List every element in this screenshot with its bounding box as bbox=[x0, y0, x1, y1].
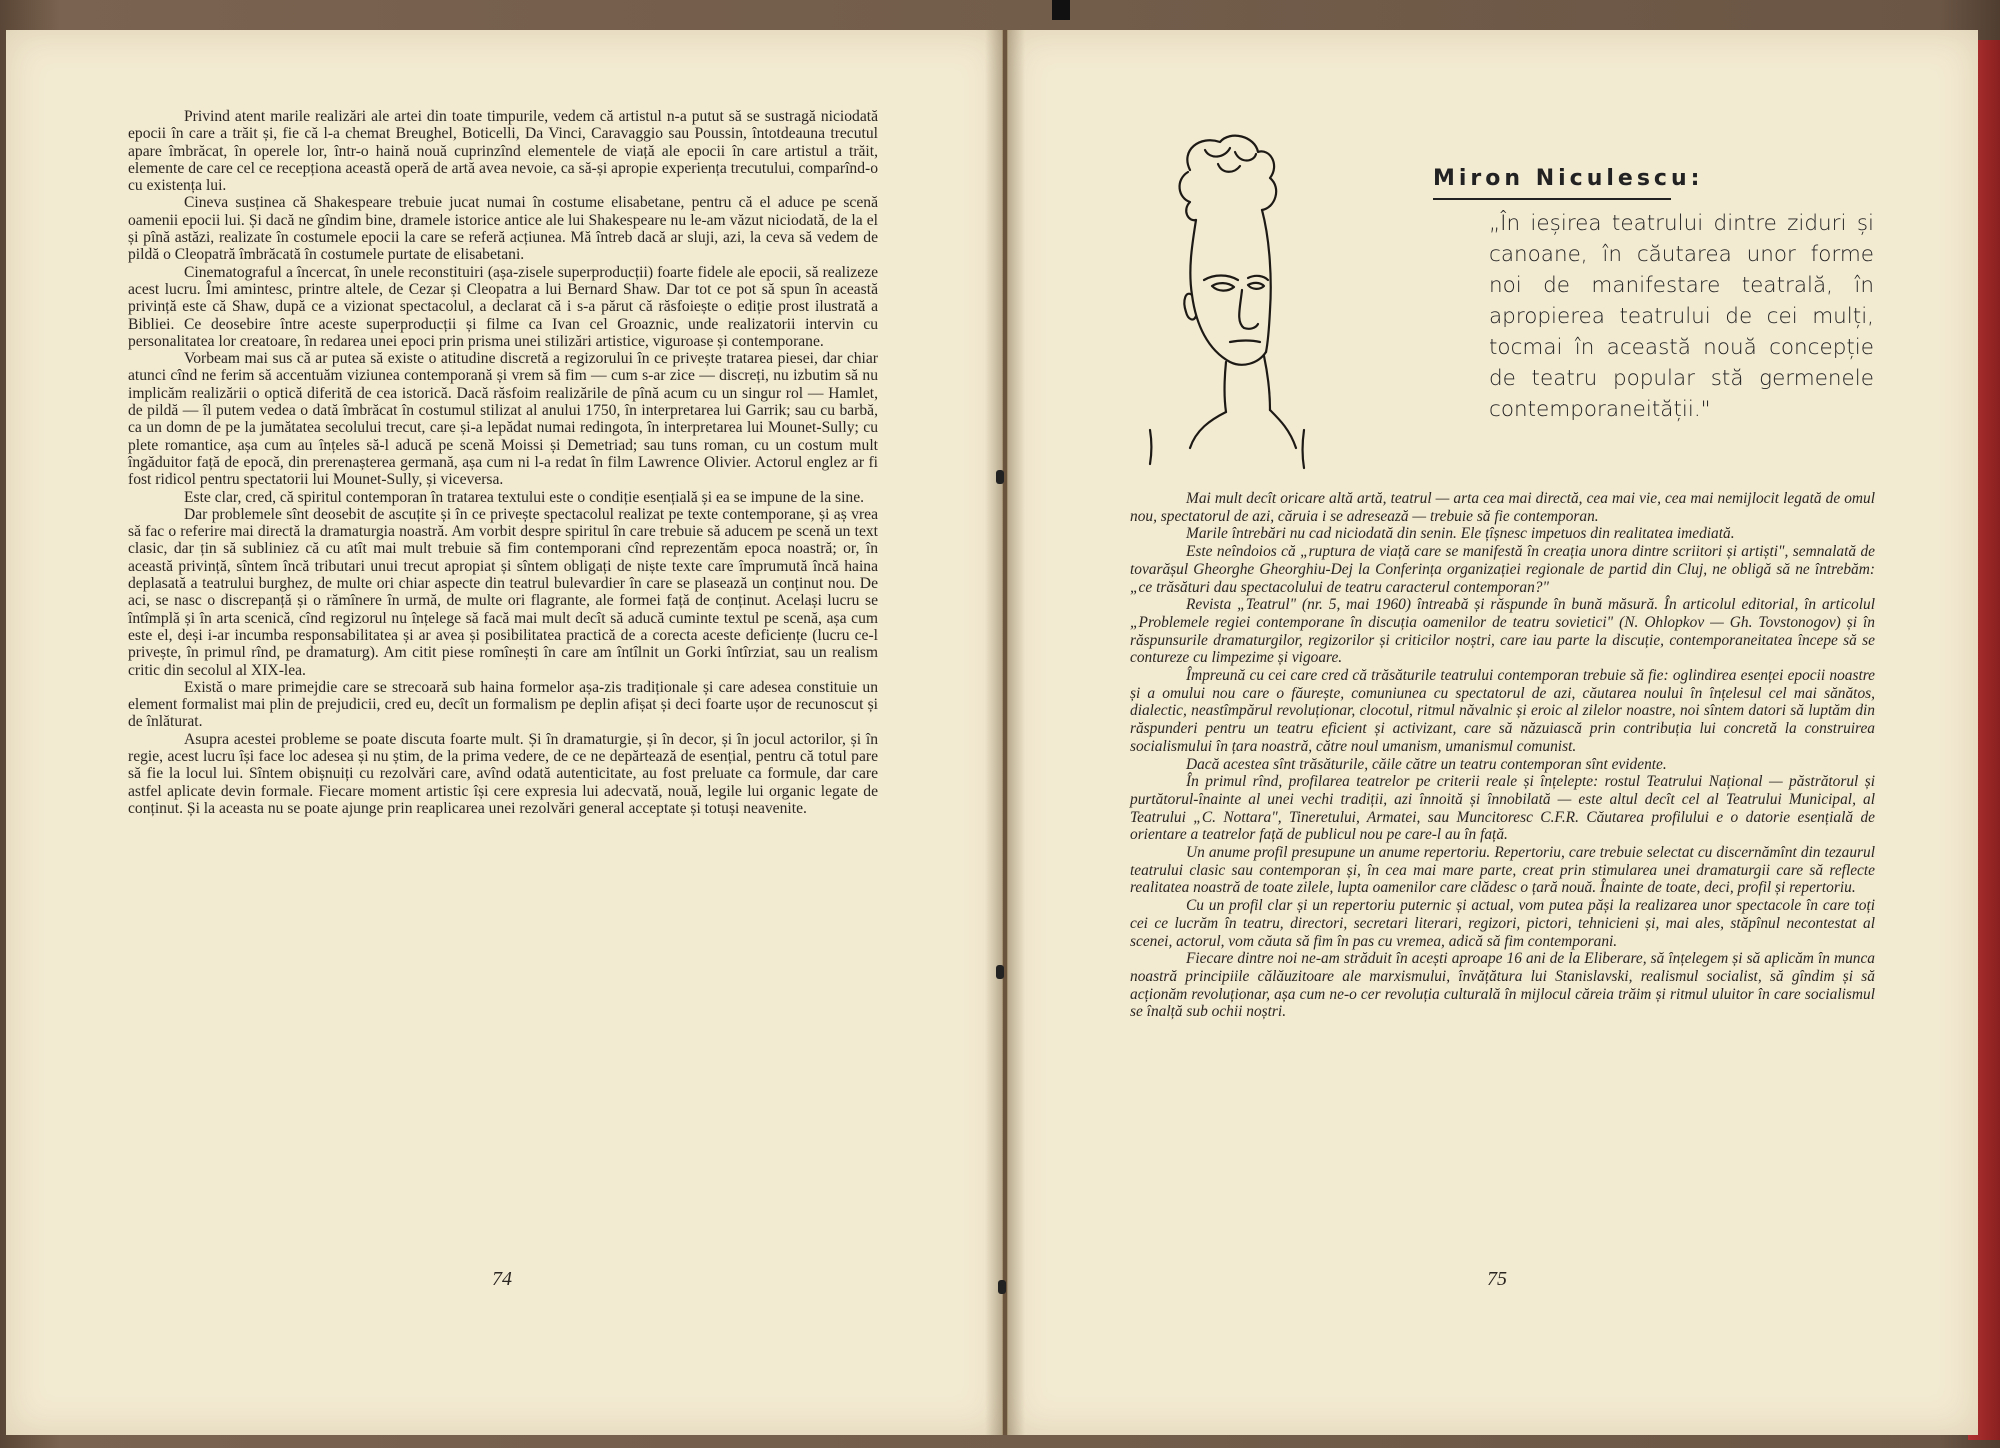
paragraph: Asupra acestei probleme se poate discuta foarte mult. Și în dramaturgie, și în decor, și în jocul actorilor, și în regie, acest lucru își face loc adesea și nu știm, de la prima vedere, de ce ne depărtează de esențial, pentru că totul pare să fie la locul lui. Sîntem obișnuiți cu rezolvări care, avînd odată autenticitate, au fost preluate ca formule, dar care astfel aplicate devin formale. Fiecare moment artistic își cere expresia lui adecvată, nouă, legile lui organic legate de conținut. Și la aceasta nu se poate ajunge prin reaplicarea unei rezolvări general acceptate și totuși neavenite. bbox=[128, 730, 878, 817]
paragraph: Vorbeam mai sus că ar putea să existe o atitudine discretă a regizorului în ce privește tratarea piesei, dar chiar atunci cînd ne ferim să accentuăm viziunea contemporană și vrem să fim — cum s-ar zice — discreți, nu izbutim să nu implicăm realizării o optică diferită de cea istorică. Dacă răsfoim realizările de pînă acum cu un singur rol — Hamlet, de pildă — îl putem vedea o dată îmbrăcat în costumul stilizat al anului 1750, în interpretarea lui Garrik; sau cu barbă, ca un domn de pe la jumătatea secolului trecut, care și-a lepădat numai redingota, în interpretarea lui Mounet-Sully; cu plete romantice, așa cum au înțeles să-l aducă pe scenă Moissi și Demetriad; sau tuns roman, cu un costum mult îngăduitor față de epocă, din prerenașterea germană, așa cum ni l-a redat în film Lawrence Olivier. Actorul englez ar fi fost ridicol pentru spectatorii lui Mounet-Sully, și viceversa. bbox=[128, 350, 878, 489]
author-underline bbox=[1433, 198, 1671, 200]
paragraph: Este clar, cred, că spiritul contemporan în tratarea textului este o condiție esențială și ea se impune de la sine. bbox=[184, 488, 865, 506]
paragraph: Revista „Teatrul" (nr. 5, mai 1960) întreabă și răspunde în bună măsură. În articolul editorial, în articolul „Problemele regiei contemporane în discuția oamenilor de teatru sovietici" (N. Ohlopkov — Gh. Tovstonogov) și în răspunsurile dramaturgilor, regizorilor și criticilor noștri, care iau parte la discuție, contemporaneitatea începe să se contureze cu limpezime și vigoare. bbox=[1130, 596, 1875, 667]
paragraph: Dar problemele sînt deosebit de ascuțite și în ce privește spectacolul realizat pe texte contemporane, și aș vrea să fac o referire mai directă la dramaturgia noastră. Am vorbit despre spiritul în care trebuie să aducem pe scenă un text clasic, dar țin să subliniez că cu atît mai mult trebuie să fim contemporani cînd reprezentăm epoca noastră; or, în această privință, sîntem încă tributari unui trecut apropiat și sîntem obligați de niște texte care împrumută încă haina deplasată a teatrului burghez, de multe ori chiar aspecte din teatrul bulevardier în care se plasează un conținut nou. De aci, se nasc o discrepanță și o rămînere în urmă, de multe ori flagrante, ale formei față de conținut. Același lucru se întîmplă și în arta scenică, cînd regizorul nu înțelege să facă mai mult decît să aducă cuminte textul pe scenă, așa cum este el, deși i-ar incumba responsabilitatea și ar avea și posibilitatea practică de a corecta aceste deficiențe (lucru ce-l privește, în primul rînd, pe dramaturg). Am citit piese romînești în care am întîlnit un Gorki întîrziat, sau un realism critic din secolul al XIX-lea. bbox=[128, 505, 878, 679]
paragraph: Mai mult decît oricare altă artă, teatrul — arta cea mai directă, cea mai vie, cea mai nemijlocit legată de omul nou, spectatorul de azi, căruia i se adresează — trebuie să fie contemporan. bbox=[1130, 490, 1875, 525]
paragraph: Privind atent marile realizări ale artei din toate timpurile, vedem că artistul n-a putut să se sustragă niciodată epocii în care a trăit și, fie că l-a chemat Breughel, Boticelli, Da Vinci, Caravaggio sau Poussin, întotdeauna trecutul apare îmbrăcat, în operele lor, într-o haină nouă cuprinzînd elementele de viață ale epocii în care artistul a trăit, elemente de care cel ce recepționa această operă de artă avea nevoie, ca să-și apropie experiența trecutului, comparînd-o cu existența lui. bbox=[128, 108, 878, 195]
binding-stitch bbox=[996, 470, 1004, 484]
left-article-text bbox=[128, 108, 878, 817]
paragraph: Cinematograful a încercat, în unele reconstituiri (așa-zisele superproducții) foarte fidele ale epocii, să realizeze acest lucru. Îmi amintesc, printre altele, de Cezar și Cleopatra a lui Bernard Shaw. Dar tot ce pot să spun în această privință este că Shaw, după ce a vizionat spectacolul, a declarat că i s-a părut că răsfoiește o ediție prost ilustrată a Bibliei. Ce deosebire între aceste superproducții și filme ca Ivan cel Groaznic, unde realizatorii intervin cu personalitatea lor creatoare, în redarea unei epoci prin prisma unei stilizări artistice, viguroase și contemporane. bbox=[128, 263, 878, 350]
paragraph: Împreună cu cei care cred că trăsăturile teatrului contemporan trebuie să fie: oglindirea esenței epocii noastre și a omului nou care o făurește, comuniunea cu spectatorul de azi, căutarea noului în înțelesul cel mai sănătos, dialectic, neastîmpărul revoluționar, clocotul, ritmul năvalnic și eroic al zilelor noastre, noi sîntem datori să luptăm din răspunderi pentru un teatru eficient și activizant, care să năzuiască prin contribuția lui concretă la construirea socialismului în țara noastră, către noul umanism, umanismul comunist. bbox=[1130, 667, 1875, 755]
author-portrait-sketch bbox=[1130, 130, 1310, 470]
author-quote: „În ieșirea teatrului dintre ziduri și canoane, în căutarea unor forme noi de manifestare teatrală, în apropierea teatrului de cei mulți, tocmai în această nouă concepție de teatru popular stă germenele contemporaneității." bbox=[1489, 211, 1874, 422]
paragraph: Dacă acestea sînt trăsăturile, căile către un teatru contemporan sînt evidente. bbox=[1186, 755, 1667, 773]
paragraph: Cu un profil clar și un repertoriu puternic și actual, vom putea păși la realizarea unor spectacole în care toți cei ce lucrăm în teatru, directori, secretari literari, regizori, pictori, tehnicieni și, mai ales, stăpînul necontestat al scenei, actorul, vom căuta să fim în pas cu vremea, adică să fim contemporani. bbox=[1130, 897, 1875, 950]
paragraph: Fiecare dintre noi ne-am străduit în acești aproape 16 ani de la Eliberare, să înțelegem și să aplicăm în munca noastră principiile călăuzitoare ale marxismului, învățătura lui Stanislavski, realismul socialist, să gîndim și să acționăm revoluționar, așa cum ne-o cer revoluția culturală în mijlocul căreia trăim și ritmul uluitor în care socialismul se înalță sub ochii noștri. bbox=[1130, 950, 1875, 1021]
paragraph: Cineva susținea că Shakespeare trebuie jucat numai în costume elisabetane, pentru că el aduce pe scenă oamenii epocii lui. Și dacă ne gîndim bine, dramele istorice antice ale lui Shakespeare nu le-am văzut niciodată, de la el și pînă astăzi, realizate în costumele epocii la care se referă acțiunea. Mă întreb dacă ar sluji, azi, la ceva să vedem de pildă o Cleopatră îmbrăcată în costumele purtate de elisabetani. bbox=[128, 194, 878, 264]
paragraph: Este neîndoios că „ruptura de viață care se manifestă în creația unora dintre scriitori și artiști", semnalată de tovarășul Gheorghe Gheorghiu-Dej la Conferința organizației regionale de partid din Cluj, ne obligă să ne întrebăm: „ce trăsături dau spectacolului de teatru caracterul contemporan?" bbox=[1130, 543, 1875, 596]
paragraph: Există o mare primejdie care se strecoară sub haina formelor așa-zis tradiționale și care adesea constituie un element formalist mai plin de prejudicii, cred eu, decît un formalism pe deplin afișat și deci foarte ușor de recunoscut și de înlăturat. bbox=[128, 678, 878, 731]
paragraph: Un anume profil presupune un anume repertoriu. Repertoriu, care trebuie selectat cu discernămînt din tezaurul teatrului clasic sau contemporan și, în cea mai mare parte, creat prin stimularea unei dramaturgii care să reflecte realitatea noastră de toate zilele, lupta oamenilor care clădesc o țară nouă. Înainte de toate, deci, profil și repertoriu. bbox=[1130, 844, 1875, 897]
page-number-left: 74 bbox=[492, 1268, 512, 1290]
author-name: Miron Niculescu: bbox=[1433, 166, 1704, 191]
right-article-text bbox=[1130, 490, 1875, 1021]
paragraph: Marile întrebări nu cad niciodată din senin. Ele țîșnesc impetuos din realitatea imediată. bbox=[1186, 525, 1735, 543]
paragraph: În primul rînd, profilarea teatrelor pe criterii reale și înțelepte: rostul Teatrului Național — păstrătorul și purtătorul-înainte al unei vechi tradiții, azi înnoită și înnobilată — este altul decît cel al Teatrului Municipal, al Teatrului „C. Nottara", Tineretului, Armatei, sau Muncitoresc C.F.R. Căutarea profilului e o datorie esențială de orientare a teatrelor față de publicul nou pe care-l au în față. bbox=[1130, 773, 1875, 844]
binding-stitch bbox=[998, 1280, 1006, 1294]
page-number-right: 75 bbox=[1487, 1268, 1507, 1290]
binding-stitch bbox=[996, 965, 1004, 979]
bookmark-ribbon bbox=[1052, 0, 1070, 20]
